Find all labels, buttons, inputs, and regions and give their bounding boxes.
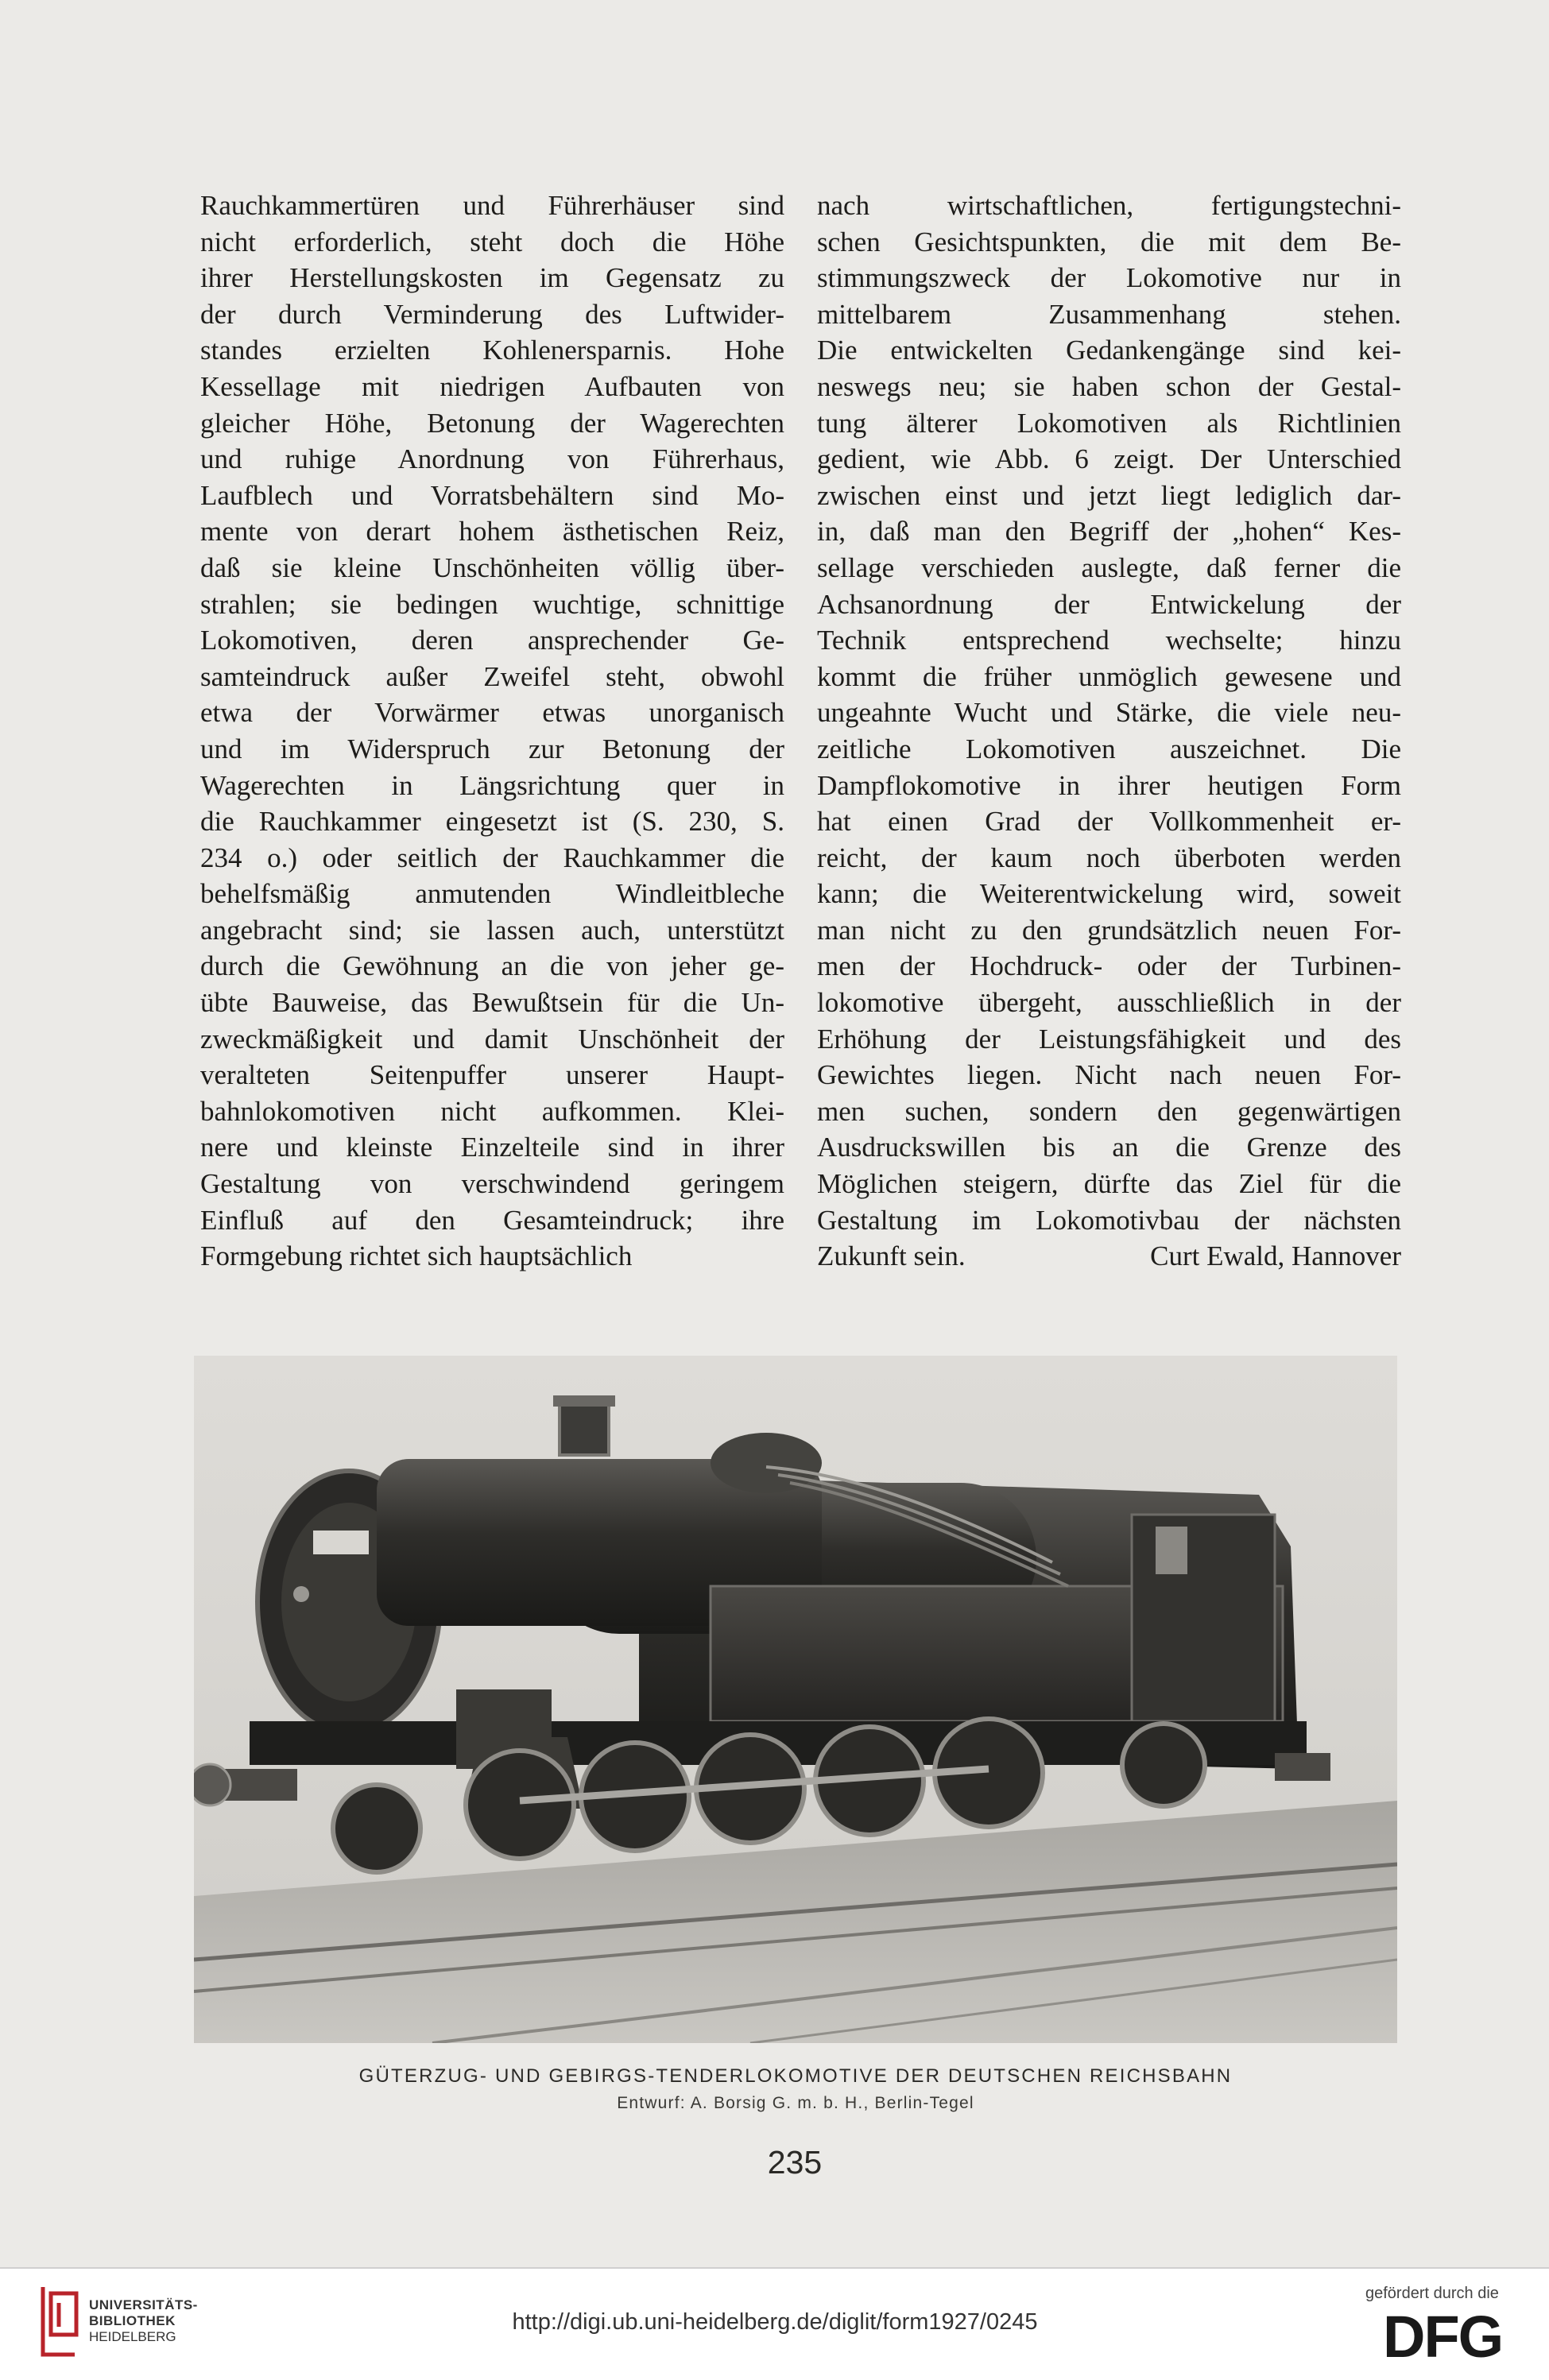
text-line: und im Widerspruch zur Betonung der [200,733,784,764]
text-line: bahnlokomotiven nicht aufkommen. Klei- [200,1095,784,1127]
text-line: reicht, der kaum noch überboten werden [817,842,1401,873]
text-line: Erhöhung der Leistungsfähigkeit und des [817,1023,1401,1055]
dfg-logo: DFG [1383,2304,1503,2370]
text-line: men der Hochdruck- oder der Turbinen- [817,950,1401,982]
text-line: übte Bauweise, das Bewußtsein für die Un- [200,987,784,1019]
text-line: ihrer Herstellungskosten im Gegensatz zu [200,262,784,294]
text-line: ungeahnte Wucht und Stärke, die viele neu- [817,697,1401,729]
text-line: die Rauchkammer eingesetzt ist (S. 230, S. [200,806,784,838]
text-line: Kessellage mit niedrigen Aufbauten von [200,370,784,402]
locomotive-photo [194,1356,1397,2043]
text-line: kommt die früher unmöglich gewesene und [817,660,1401,692]
text-line: Rauchkammertüren und Führerhäuser sind [200,190,784,221]
text-line: Wagerechten in Längsrichtung quer in [200,769,784,801]
text-line: durch die Gewöhnung an die von jeher ge- [200,950,784,982]
text-line: 234 o.) oder seitlich der Rauchkammer die [200,842,784,873]
text-line: angebracht sind; sie lassen auch, unterstützt [200,914,784,946]
text-line: daß sie kleine Unschönheiten völlig über- [200,551,784,583]
text-line: men suchen, sondern den gegenwärtigen [817,1095,1401,1127]
closing-line [817,1238,1401,1275]
text-line: Gestaltung im Lokomotivbau der nächsten [817,1204,1401,1236]
text-line: schen Gesichtspunkten, die mit dem Be- [817,226,1401,257]
text-line: man nicht zu den grundsätzlich neuen For- [817,914,1401,946]
library-name-line1: UNIVERSITÄTS- [89,2297,198,2312]
text-line: standes erzielten Kohlenersparnis. Hohe [200,335,784,366]
locomotive-illustration [194,1356,1397,2043]
text-line: Technik entsprechend wechselte; hinzu [817,625,1401,656]
figure-caption: GÜTERZUG- UND GEBIRGS-TENDERLOKOMOTIVE DER DEUTSCHEN REICHSBAHN [358,2065,1233,2087]
university-library-logo-icon [35,2279,84,2359]
text-line: der durch Verminderung des Luftwider- [200,298,784,330]
text-line: Ausdruckswillen bis an die Grenze des [817,1132,1401,1163]
text-line: nach wirtschaftlichen, fertigungstechni- [817,190,1401,221]
funding-note: gefördert durch die [1365,2285,1499,2302]
text-line: mente von derart hohem ästhetischen Reiz, [200,516,784,548]
text-line: Einfluß auf den Gesamteindruck; ihre [200,1204,784,1236]
text-line: strahlen; sie bedingen wuchtige, schnittige [200,588,784,620]
text-column-right [817,188,1401,1275]
text-line: Laufblech und Vorratsbehältern sind Mo- [200,479,784,511]
text-line: neswegs neu; sie haben schon der Gestal- [817,370,1401,402]
text-line: behelfsmäßig anmutenden Windleitbleche [200,878,784,910]
text-line: Gestaltung von verschwindend geringem [200,1168,784,1200]
text-line: nere und kleinste Einzelteile sind in ihrer [200,1132,784,1163]
text-line: samteindruck außer Zweifel steht, obwohl [200,660,784,692]
text-line: zeitliche Lokomotiven auszeichnet. Die [817,733,1401,764]
text-line: etwa der Vorwärmer etwas unorganisch [200,697,784,729]
text-line: nicht erforderlich, steht doch die Höhe [200,226,784,257]
text-line: hat einen Grad der Vollkommenheit er- [817,806,1401,838]
text-line: Möglichen steigern, dürfte das Ziel für die [817,1168,1401,1200]
text-line: Gewichtes liegen. Nicht nach neuen For- [817,1059,1401,1091]
text-line: und ruhige Anordnung von Führerhaus, [200,443,784,475]
text-line: lokomotive übergeht, ausschließlich in der [817,987,1401,1019]
closing-text: Zukunft sein. [817,1240,966,1272]
text-line: Formgebung richtet sich hauptsächlich [200,1240,633,1272]
text-line: zweckmäßigkeit und damit Unschönheit der [200,1023,784,1055]
library-name-line3: HEIDELBERG [89,2329,176,2344]
text-line: kann; die Weiterentwickelung wird, soweit [817,878,1401,910]
text-line: gleicher Höhe, Betonung der Wagerechten [200,407,784,439]
text-line: sellage verschieden auslegte, daß ferner die [817,551,1401,583]
author-signature: Curt Ewald, Hannover [1150,1240,1401,1272]
library-name-line2: BIBLIOTHEK [89,2313,176,2328]
text-line: tung älterer Lokomotiven als Richtlinien [817,407,1401,439]
text-line: veralteten Seitenpuffer unserer Haupt- [200,1059,784,1091]
figure-credit: Entwurf: A. Borsig G. m. b. H., Berlin-Tegel [617,2094,974,2112]
text-line: Dampflokomotive in ihrer heutigen Form [817,769,1401,801]
text-line: stimmungszweck der Lokomotive nur in [817,262,1401,294]
text-line: Die entwickelten Gedankengänge sind kei- [817,335,1401,366]
page-number: 235 [767,2144,823,2181]
text-line: Achsanordnung der Entwickelung der [817,588,1401,620]
text-line: in, daß man den Begriff der „hohen“ Kes- [817,516,1401,548]
text-line: zwischen einst und jetzt liegt lediglich dar- [817,479,1401,511]
text-line: mittelbarem Zusammenhang stehen. [817,298,1401,330]
library-name [89,2297,198,2345]
text-column-left [200,188,784,1275]
text-line: gedient, wie Abb. 6 zeigt. Der Unterschied [817,443,1401,475]
permalink-url[interactable]: http://digi.ub.uni-heidelberg.de/diglit/form1927/0245 [512,2309,1038,2335]
text-line: Lokomotiven, deren ansprechender Ge- [200,625,784,656]
